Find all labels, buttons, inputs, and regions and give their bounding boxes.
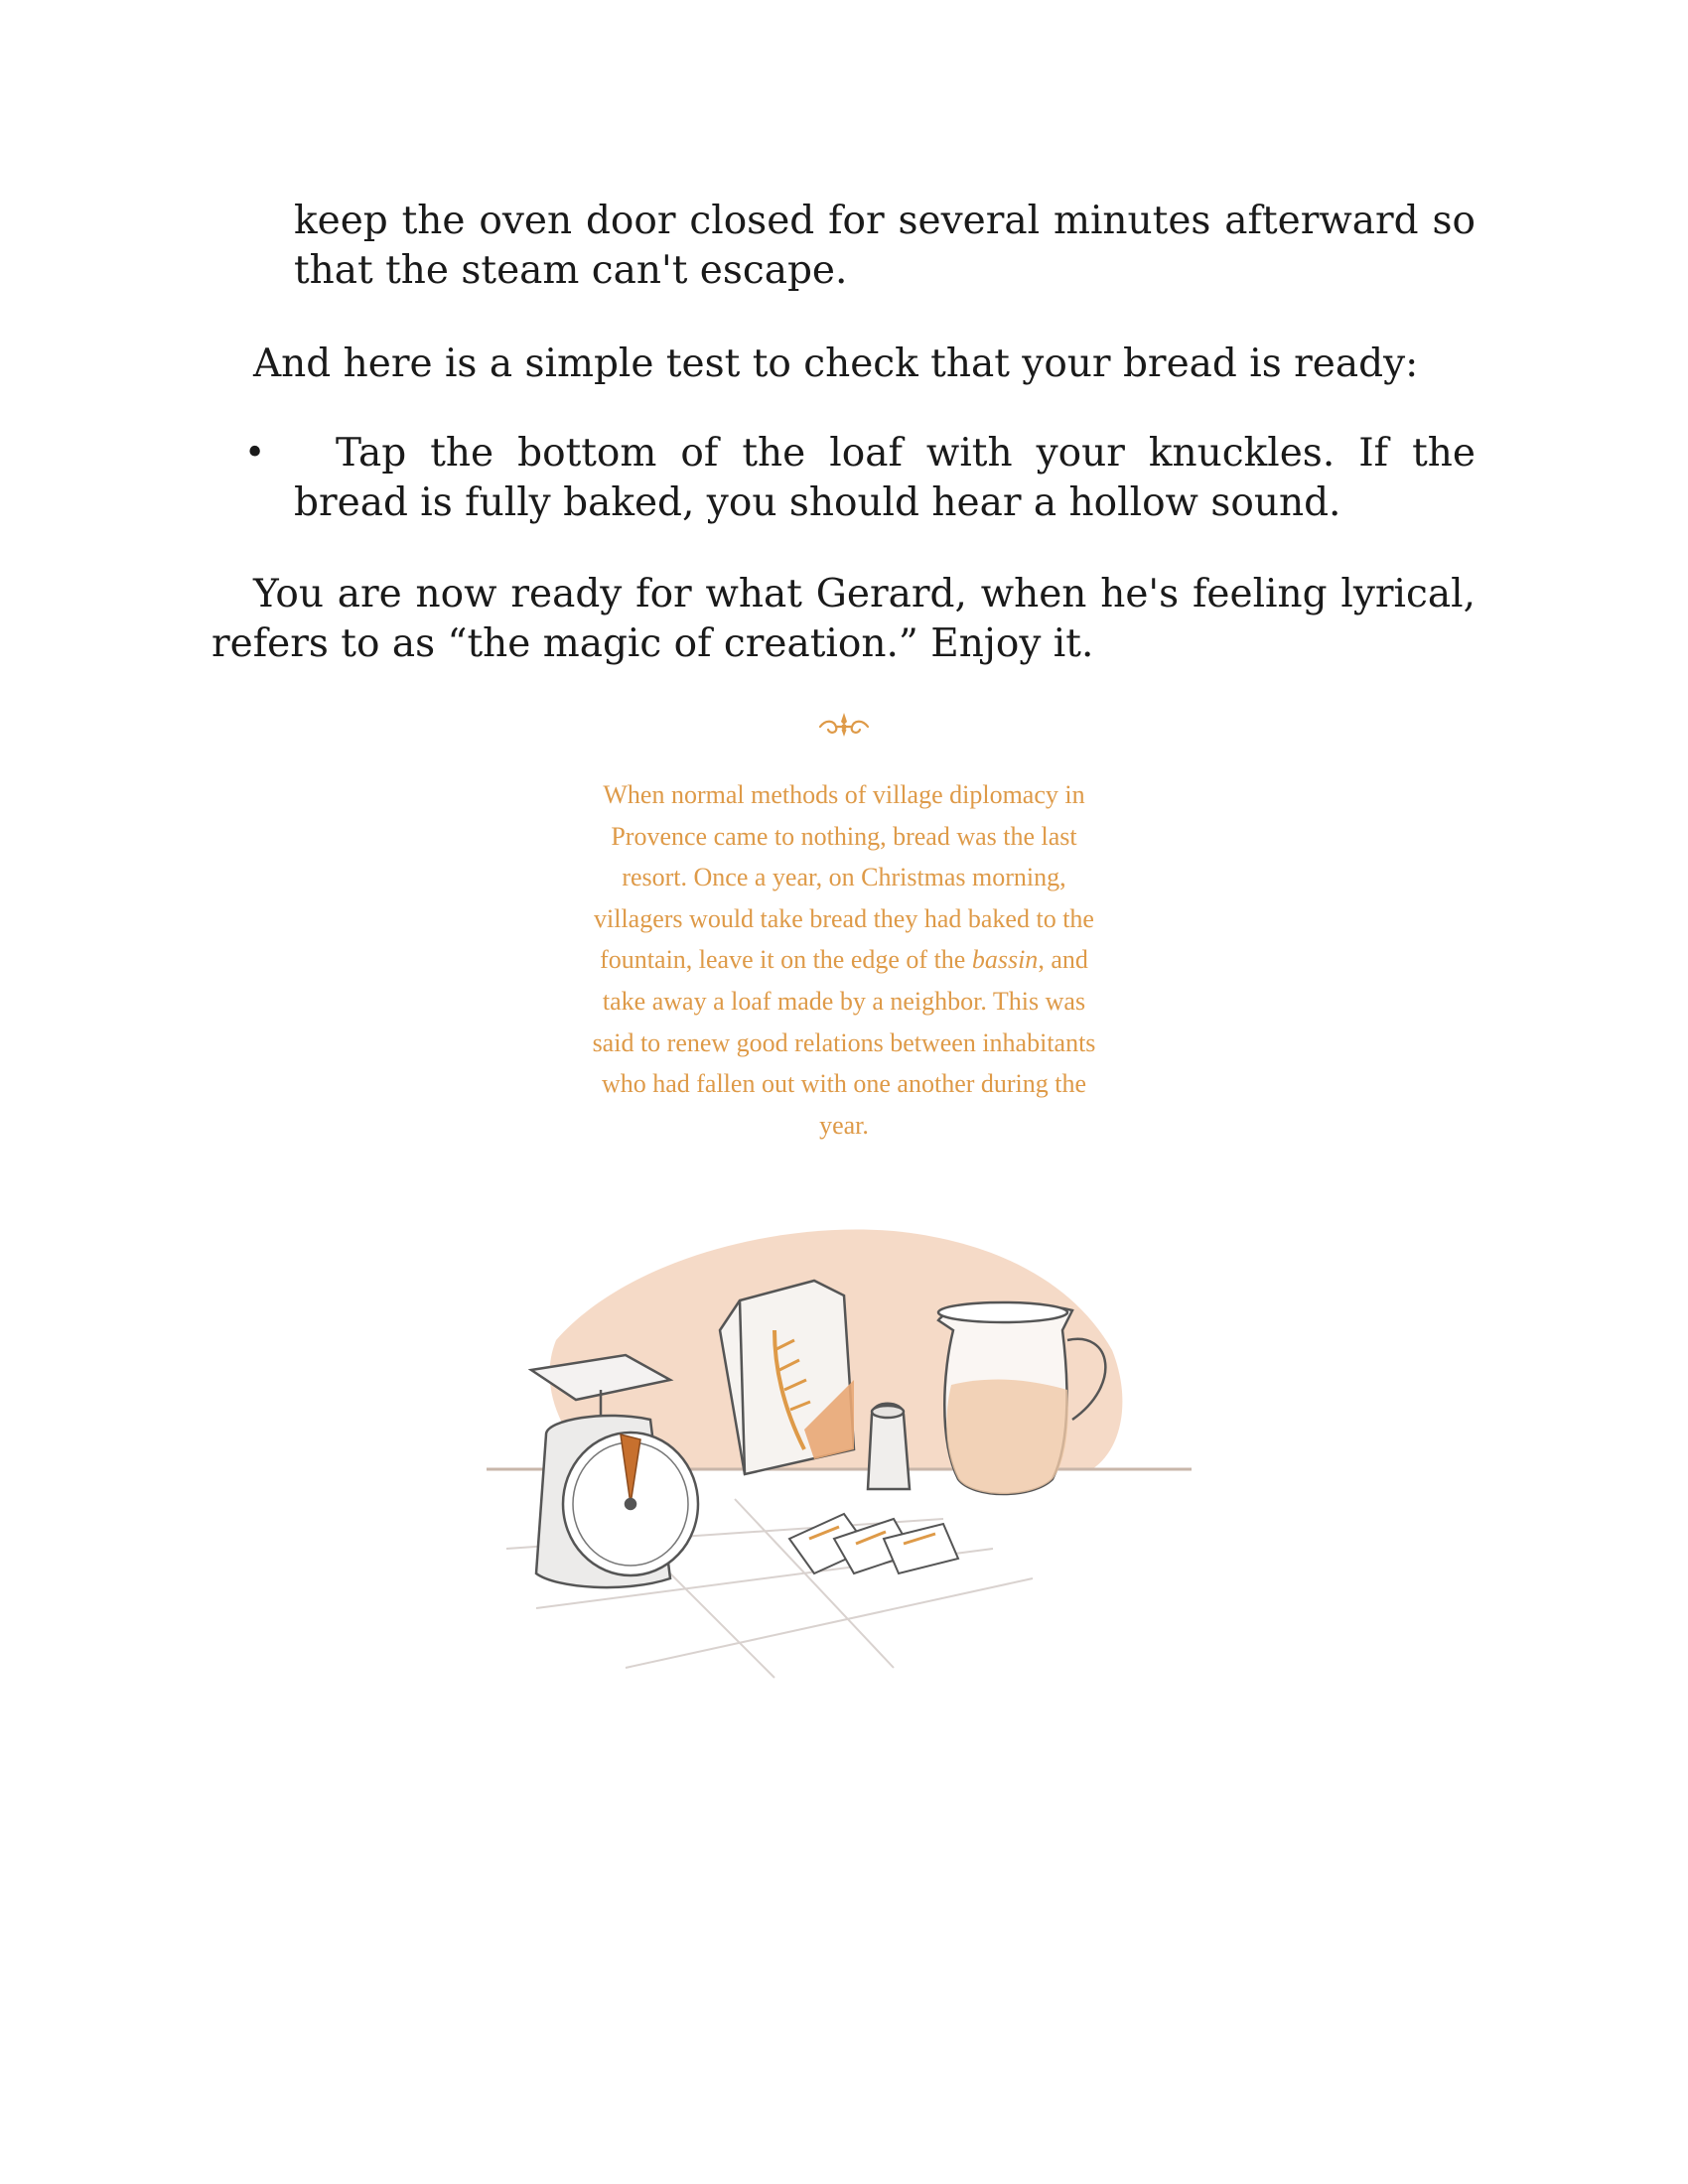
sidebar-note-text-1: When normal methods of village diplomacy in Provence came to nothing, bread was the last resort. Once a year, on Christmas morning, villagers would take bread they had baked to the fountain, leave it on the edge of the [594,780,1094,975]
sidebar-note-italic-word: bassin [971,945,1039,975]
sidebar-note-text-2: , and take away a loaf made by a neighbor. This was said to renew good relations between inhabitants who had fallen out with one another during the year. [592,945,1096,1140]
closing-paragraph-text: You are now ready for what Gerard, when he's feeling lyrical, refers to as “the magic of creation.” Enjoy it. [211,572,1476,666]
continued-paragraph: keep the oven door closed for several minutes afterward so that the steam can't escape. [294,199,1476,293]
salt-shaker-icon [868,1404,910,1489]
flour-bag-icon [720,1281,854,1474]
bullet-marker: • [244,433,266,474]
baking-ingredients-illustration [477,1221,1211,1698]
bullet-text: Tap the bottom of the loaf with your knuckles. If the bread is fully baked, you should hear a hollow sound. [294,431,1476,525]
lead-in-paragraph: And here is a simple test to check that your bread is ready: [253,341,1419,386]
bullet-list-item [244,429,1476,528]
closing-paragraph [211,570,1476,669]
fleuron-ornament-icon [816,709,872,741]
sidebar-note [581,774,1107,1146]
